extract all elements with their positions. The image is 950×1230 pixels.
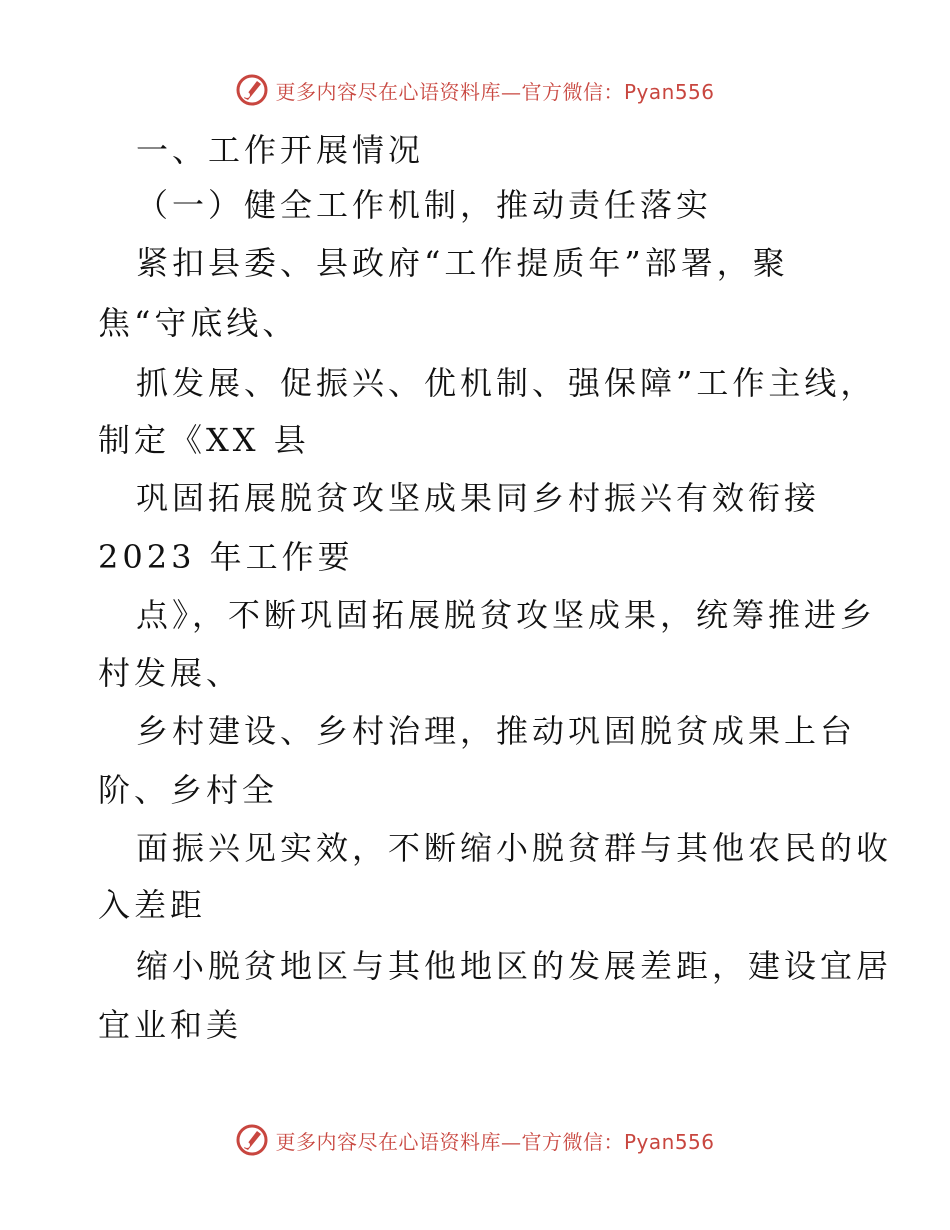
paragraph-line: 点》，不断巩固拓展脱贫攻坚成果，统筹推进乡 <box>136 596 877 634</box>
paragraph-line: 阶、乡村全 <box>98 771 279 809</box>
paragraph-line: 抓发展、促振兴、优机制、强保障”工作主线， <box>136 364 877 402</box>
watermark-text: 更多内容尽在心语资料库—官方微信：Pyan556 <box>275 1129 715 1154</box>
paragraph-line: 紧扣县委、县政府“工作提质年”部署，聚 <box>136 244 789 282</box>
subsection-heading: （一）健全工作机制，推动责任落实 <box>136 186 713 224</box>
watermark-text: 更多内容尽在心语资料库—官方微信：Pyan556 <box>275 79 715 104</box>
paragraph-line: 宜业和美 <box>98 1006 243 1044</box>
section-heading: 一、工作开展情况 <box>136 131 425 169</box>
paragraph-line: 面振兴见实效，不断缩小脱贫群与其他农民的收 <box>136 829 893 867</box>
quill-pen-logo-icon <box>235 1123 269 1157</box>
paragraph-line: 乡村建设、乡村治理，推动巩固脱贫成果上台 <box>136 712 857 750</box>
paragraph-line: 缩小脱贫地区与其他地区的发展差距，建设宜居 <box>136 947 893 985</box>
paragraph-line: 村发展、 <box>98 654 243 692</box>
paragraph-line: 2023 年工作要 <box>98 538 354 576</box>
footer-watermark <box>0 1120 950 1160</box>
paragraph-line: 制定《XX 县 <box>98 421 310 459</box>
header-watermark <box>0 70 950 110</box>
paragraph-line: 入差距 <box>98 886 207 924</box>
paragraph-line: 巩固拓展脱贫攻坚成果同乡村振兴有效衔接 <box>136 479 821 517</box>
paragraph-line: 焦“守底线、 <box>98 304 299 342</box>
quill-pen-logo-icon <box>235 73 269 107</box>
